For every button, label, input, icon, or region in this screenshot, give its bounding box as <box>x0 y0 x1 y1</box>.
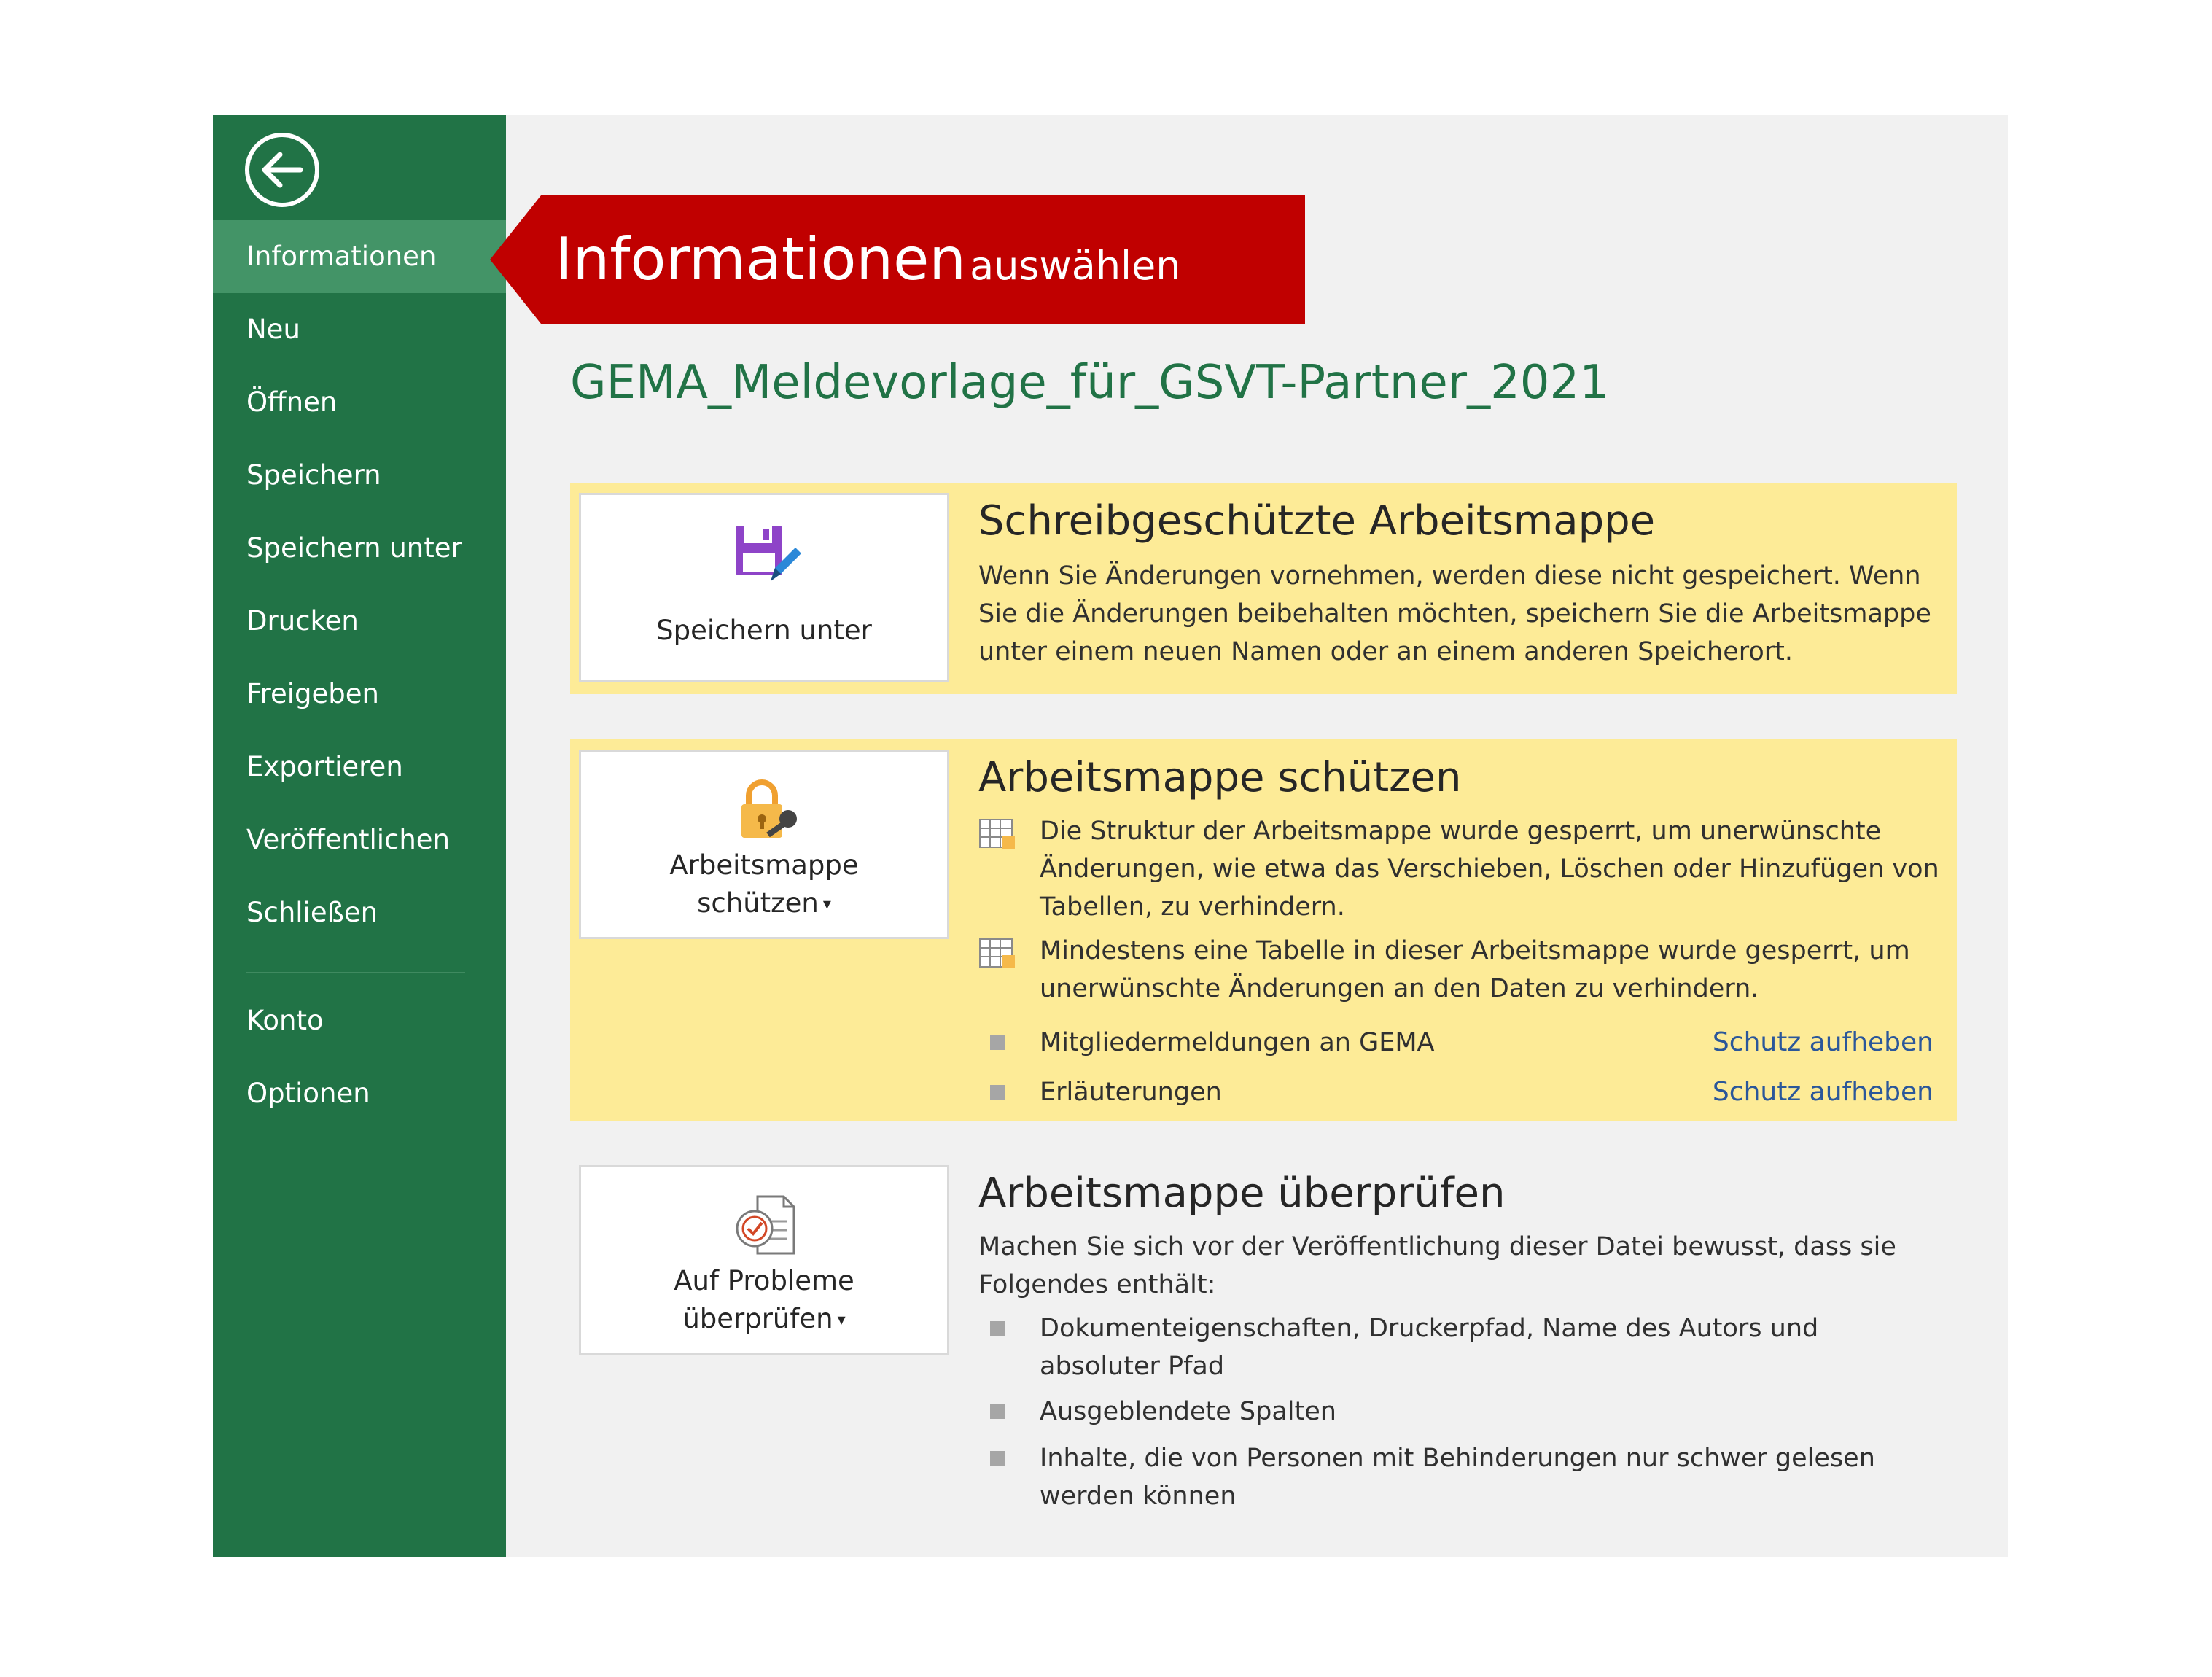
bullet-icon <box>990 1321 1005 1336</box>
callout-sub-text: auswählen <box>970 243 1181 289</box>
check-for-issues-button[interactable] <box>579 1165 949 1355</box>
bullet-icon <box>990 1451 1005 1466</box>
protected-sheet-row <box>978 1024 1948 1062</box>
unprotect-link-erlaeuterungen[interactable]: Schutz aufheben <box>1712 1077 1933 1107</box>
inspect-document-icon <box>728 1189 801 1262</box>
callout-main-text: Informationen <box>556 225 967 293</box>
backstage-view <box>213 115 2008 1557</box>
sidebar-item-veroeffentlichen[interactable]: Veröffentlichen <box>246 824 451 855</box>
inspect-item-text: Dokumenteigenschaften, Druckerpfad, Name des Autors und absoluter Pfad <box>1040 1314 1819 1381</box>
bullet-icon <box>990 1085 1005 1100</box>
sidebar-item-speichern-unter[interactable]: Speichern unter <box>246 532 462 564</box>
bullet-icon <box>990 1035 1005 1050</box>
protect-structure-row <box>978 812 1948 929</box>
sidebar-item-konto[interactable]: Konto <box>246 1005 324 1036</box>
sidebar-item-freigeben[interactable]: Freigeben <box>246 678 379 709</box>
protected-sheet-row <box>978 1073 1948 1111</box>
protect-panel <box>570 739 1957 1121</box>
save-as-icon <box>728 517 801 590</box>
sidebar-item-exportieren[interactable]: Exportieren <box>246 751 403 782</box>
document-title: GEMA_Meldevorlage_für_GSVT-Partner_2021 <box>570 356 1609 410</box>
inspect-panel <box>570 1155 1957 1534</box>
inspect-heading: Arbeitsmappe überprüfen <box>978 1170 1506 1217</box>
readonly-heading: Schreibgeschützte Arbeitsmappe <box>978 497 1656 545</box>
inspect-item-text: Inhalte, die von Personen mit Behinderungen nur schwer gelesen werden können <box>1040 1444 1875 1511</box>
lock-key-icon <box>728 774 801 847</box>
inspect-item-text: Ausgeblendete Spalten <box>1040 1397 1336 1426</box>
protect-workbook-button[interactable] <box>579 750 949 939</box>
protect-heading: Arbeitsmappe schützen <box>978 754 1462 801</box>
sidebar-item-neu[interactable]: Neu <box>246 314 300 345</box>
callout-text <box>556 195 1181 324</box>
sidebar-item-oeffnen[interactable]: Öffnen <box>246 386 338 418</box>
protected-sheet-name: Mitgliedermeldungen an GEMA <box>1040 1028 1435 1057</box>
inspect-description: Machen Sie sich vor der Veröffentlichung dieser Datei bewusst, dass sie Folgendes enthält: <box>978 1232 1896 1299</box>
check-for-issues-label-1: Auf Probleme <box>674 1265 854 1296</box>
check-for-issues-label-2: überprüfen ▾ <box>682 1303 846 1334</box>
sidebar-item-informationen[interactable]: Informationen <box>213 220 506 293</box>
bullet-icon <box>990 1404 1005 1419</box>
list-item <box>978 1439 1948 1515</box>
sidebar-item-drucken[interactable]: Drucken <box>246 605 359 637</box>
sidebar-divider <box>246 972 465 973</box>
sheet-grid-icon <box>978 818 1016 850</box>
chevron-down-icon: ▾ <box>822 895 831 914</box>
back-button[interactable] <box>242 130 322 210</box>
protect-workbook-label-2: schützen ▾ <box>697 887 831 919</box>
back-arrow-icon <box>242 130 322 210</box>
protect-workbook-label-1: Arbeitsmappe <box>669 849 859 881</box>
save-as-label: Speichern unter <box>656 615 872 646</box>
sidebar-item-optionen[interactable]: Optionen <box>246 1078 370 1109</box>
readonly-panel <box>570 483 1957 694</box>
list-item <box>978 1310 1948 1385</box>
instruction-callout <box>490 195 1305 324</box>
save-as-button[interactable] <box>579 493 949 682</box>
sidebar-item-schliessen[interactable]: Schließen <box>246 897 378 928</box>
protect-sheet-text: Mindestens eine Tabelle in dieser Arbeitsmappe wurde gesperrt, um unerwünschte Änderungen an den Daten zu verhindern. <box>1040 936 1910 1003</box>
readonly-description: Wenn Sie Änderungen vornehmen, werden diese nicht gespeichert. Wenn Sie die Änderungen beibehalten möchten, speichern Sie die Arbeitsmappe unter einem neuen Namen oder an einem anderen Speicherort. <box>978 561 1931 666</box>
protected-sheet-name: Erläuterungen <box>1040 1078 1222 1107</box>
protect-sheet-row <box>978 932 1948 1012</box>
unprotect-link-mitgliedermeldungen[interactable]: Schutz aufheben <box>1712 1027 1933 1057</box>
chevron-down-icon: ▾ <box>837 1310 846 1329</box>
protect-structure-text: Die Struktur der Arbeitsmappe wurde gesperrt, um unerwünschte Änderungen, wie etwa das Verschieben, Löschen oder Hinzufügen von Tabellen, zu verhindern. <box>1040 817 1939 922</box>
backstage-sidebar <box>213 115 506 1557</box>
sidebar-item-speichern[interactable]: Speichern <box>246 459 381 491</box>
list-item <box>978 1393 1948 1431</box>
sheet-grid-icon <box>978 938 1016 970</box>
